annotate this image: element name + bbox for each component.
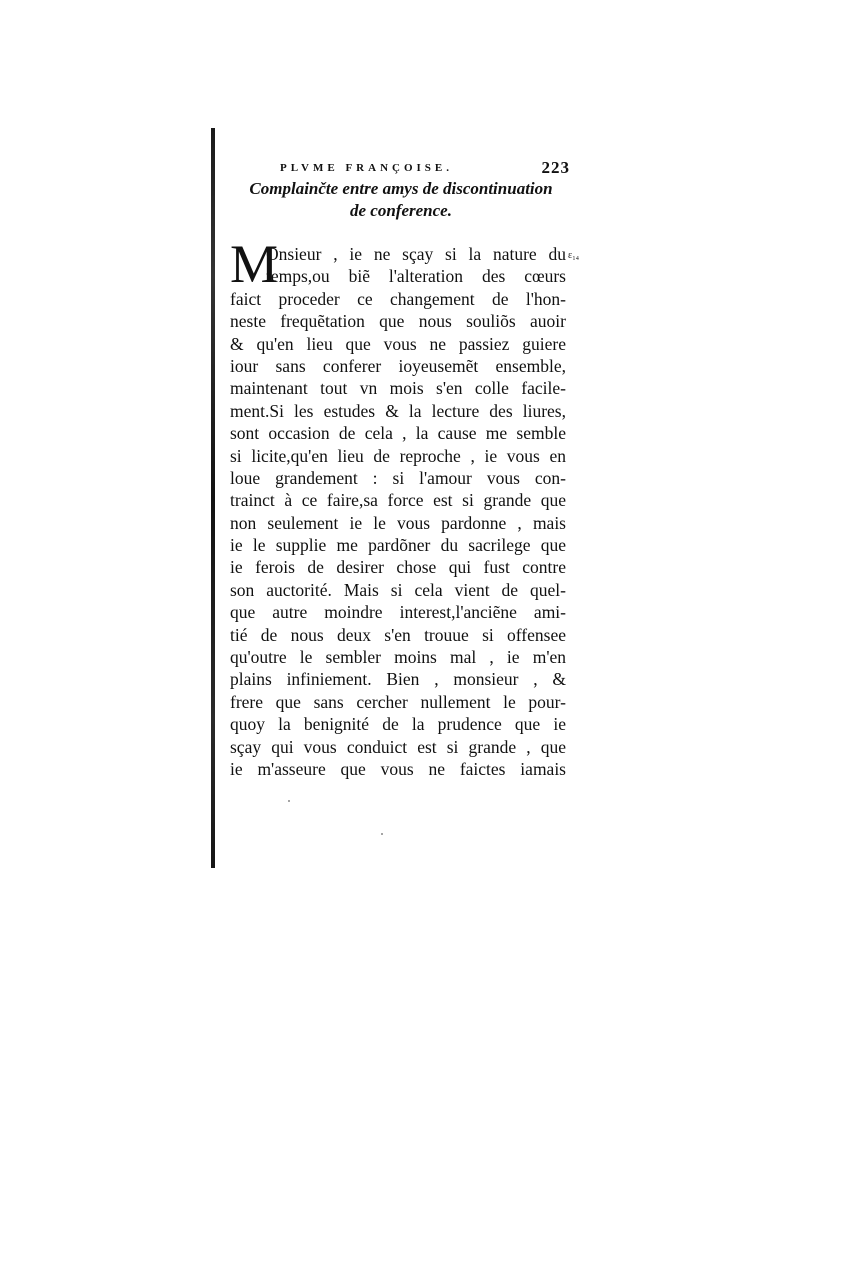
text-line: neste frequẽtation que nous souliõs auoir [230,311,566,332]
text-line: loue grandement : si l'amour vous con- [230,467,566,488]
text-line: trainct à ce faire,sa force est si grande que [230,490,566,511]
section-heading-line-1: Complainčte entre amys de discontinuation [249,179,553,198]
text-line: sont occasion de cela , la cause me semble [230,423,566,444]
paper-speck [288,800,290,802]
text-line: plains infiniement. Bien , monsieur , & [230,669,566,690]
section-heading [236,178,566,222]
text-line: ie m'asseure que vous ne faictes iamais [230,758,566,779]
text-line: Onsieur , ie ne sçay si la nature du [266,244,566,264]
running-title: PLVME FRANÇOISE. [280,162,453,174]
text-line: non seulement ie le vous pardonne , mais [230,512,566,533]
text-line: que autre moindre interest,l'anciẽne ami- [230,602,566,623]
text-line: & qu'en lieu que vous ne passiez guiere [230,333,566,354]
text-line: sçay qui vous conduict est si grande , que [230,736,566,757]
text-line: ie ferois de desirer chose qui fust contre [230,557,566,578]
running-head [280,158,570,180]
page-binding-edge [211,128,215,868]
text-line: ment.Si les estudes & la lecture des liures, [230,400,566,421]
text-line: si licite,qu'en lieu de reproche , ie vous en [230,445,566,466]
text-line: temps,ou biẽ l'alteration des cœurs [266,266,566,287]
text-line: maintenant tout vn mois s'en colle facile- [230,378,566,399]
text-line: quoy la benignité de la prudence que ie [230,714,566,735]
section-heading-line-2: de conference. [350,201,452,220]
text-line: son auctorité. Mais si cela vient de quel- [230,579,566,600]
paper-speck [381,833,383,835]
text-line: qu'outre le sembler moins mal , ie m'en [230,647,566,668]
page-number: 223 [541,158,570,177]
body-text [230,234,566,780]
text-line: ie le supplie me pardõner du sacrilege que [230,535,566,556]
text-line: tié de nous deux s'en trouue si offensee [230,624,566,645]
text-line: iour sans conferer ioyeusemẽt ensemble, [230,355,566,376]
margin-note: ε₁₄ [568,250,580,261]
drop-cap: M [230,234,279,294]
text-line: frere que sans cercher nullement le pour- [230,691,566,712]
text-line: faict proceder ce changement de l'hon- [230,288,566,309]
